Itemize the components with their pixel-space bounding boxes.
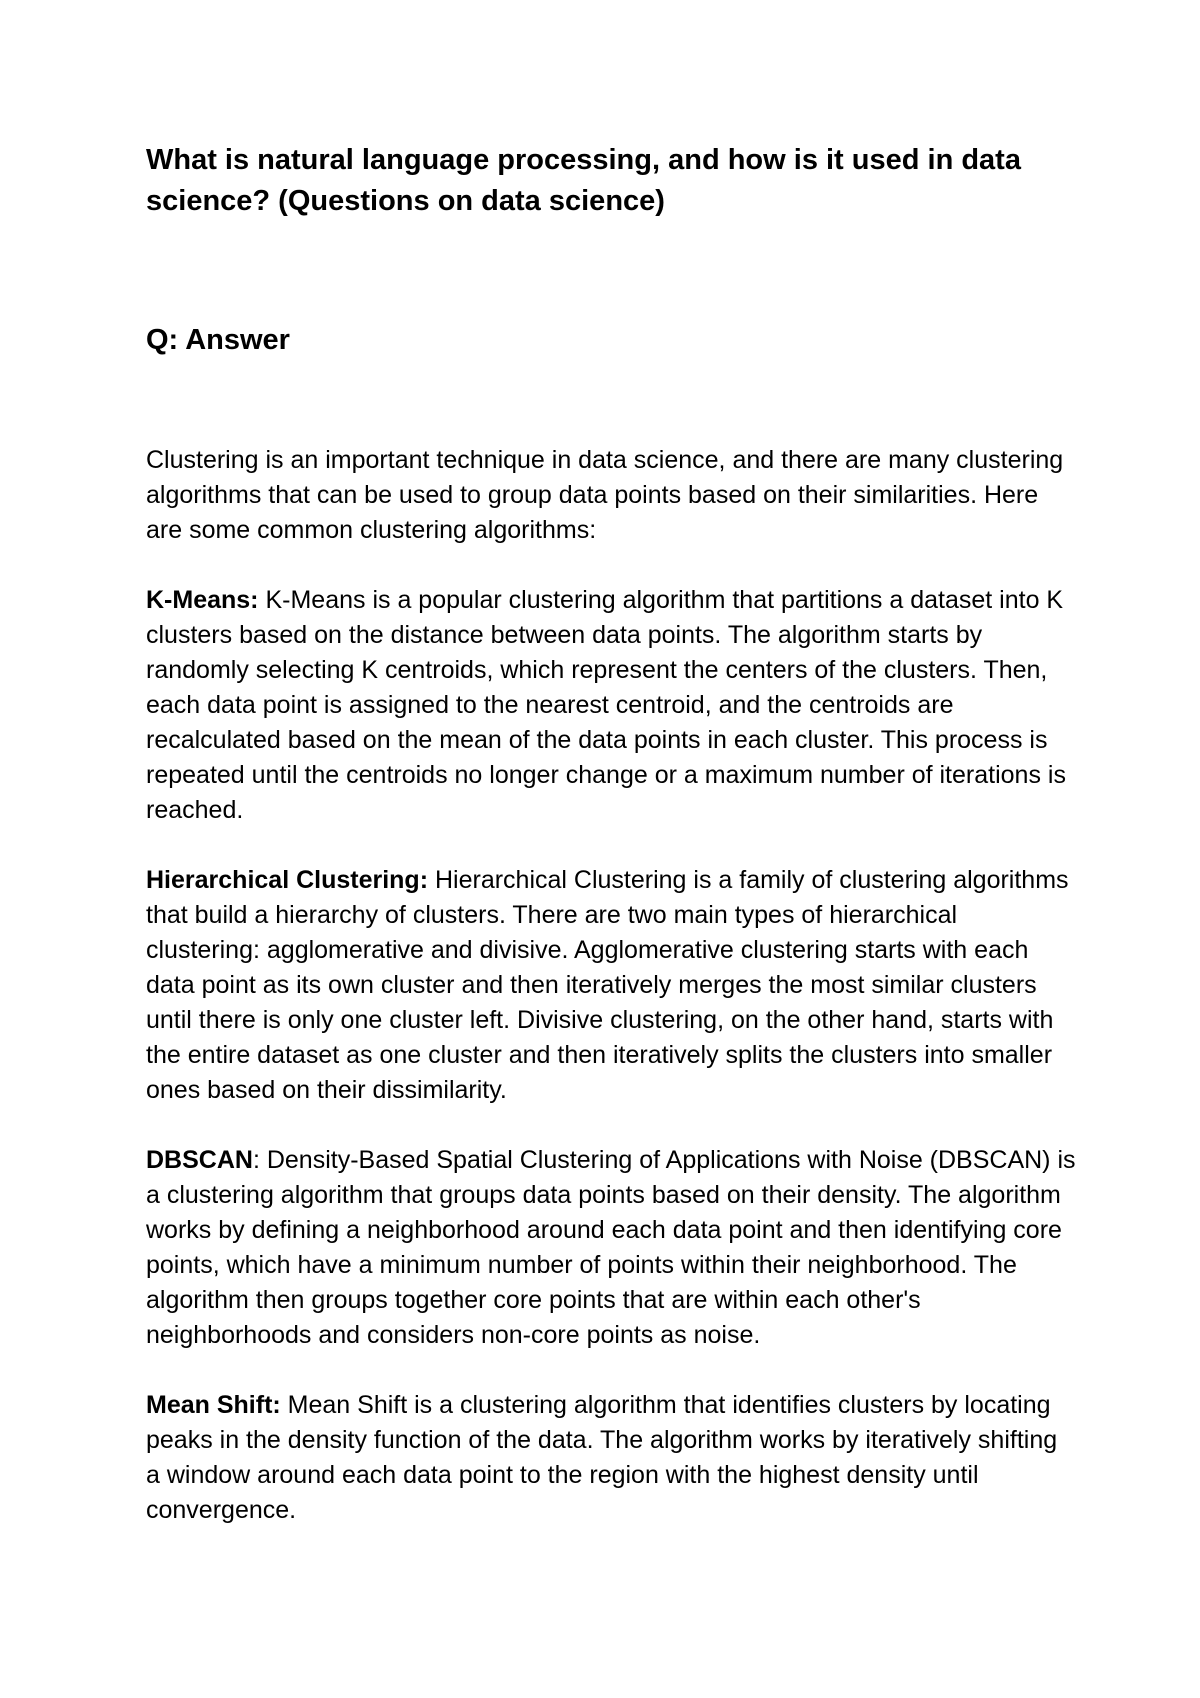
algorithm-description: Hierarchical Clustering is a family of clustering algorithms that build a hierarchy of clusters. There are two main types of hierarchical clustering: agglomerative and divisive. Agglomerative clustering starts with each data point as its own cluster and then iteratively merges the most similar clusters until there is only one cluster left. Divisive clustering, on the other hand, starts with the entire dataset as one cluster and then iteratively splits the clusters into smaller ones based on their dissimilarity.	[146, 866, 1069, 1104]
algorithm-term: Mean Shift:	[146, 1391, 281, 1419]
algorithm-paragraph-kmeans	[146, 583, 1076, 828]
algorithm-description: K-Means is a popular clustering algorithm that partitions a dataset into K clusters based on the distance between data points. The algorithm starts by randomly selecting K centroids, which represent the centers of the clusters. Then, each data point is assigned to the nearest centroid, and the centroids are recalculated based on the mean of the data points in each cluster. This process is repeated until the centroids no longer change or a maximum number of iterations is reached.	[146, 586, 1066, 824]
algorithm-paragraph-dbscan	[146, 1143, 1076, 1353]
algorithm-term: K-Means:	[146, 586, 259, 614]
algorithm-term: Hierarchical Clustering:	[146, 866, 429, 894]
algorithm-paragraph-mean-shift	[146, 1388, 1076, 1528]
algorithm-paragraph-hierarchical	[146, 863, 1076, 1108]
algorithm-description: : Density-Based Spatial Clustering of Applications with Noise (DBSCAN) is a clustering algorithm that groups data points based on their density. The algorithm works by defining a neighborhood around each data point and then identifying core points, which have a minimum number of points within their neighborhood. The algorithm then groups together core points that are within each other's neighborhoods and considers non-core points as noise.	[146, 1146, 1076, 1349]
document-title: What is natural language processing, and how is it used in data science? (Questions on data science)	[146, 144, 1021, 217]
intro-paragraph: Clustering is an important technique in data science, and there are many clustering algorithms that can be used to group data points based on their similarities. Here are some common clustering algorithms:	[146, 446, 1064, 544]
algorithm-term: DBSCAN	[146, 1146, 253, 1174]
algorithm-description: Mean Shift is a clustering algorithm that identifies clusters by locating peaks in the density function of the data. The algorithm works by iteratively shifting a window around each data point to the region with the highest density until convergence.	[146, 1391, 1058, 1524]
document-page	[146, 140, 1076, 1528]
qa-heading: Q: Answer	[146, 324, 290, 356]
